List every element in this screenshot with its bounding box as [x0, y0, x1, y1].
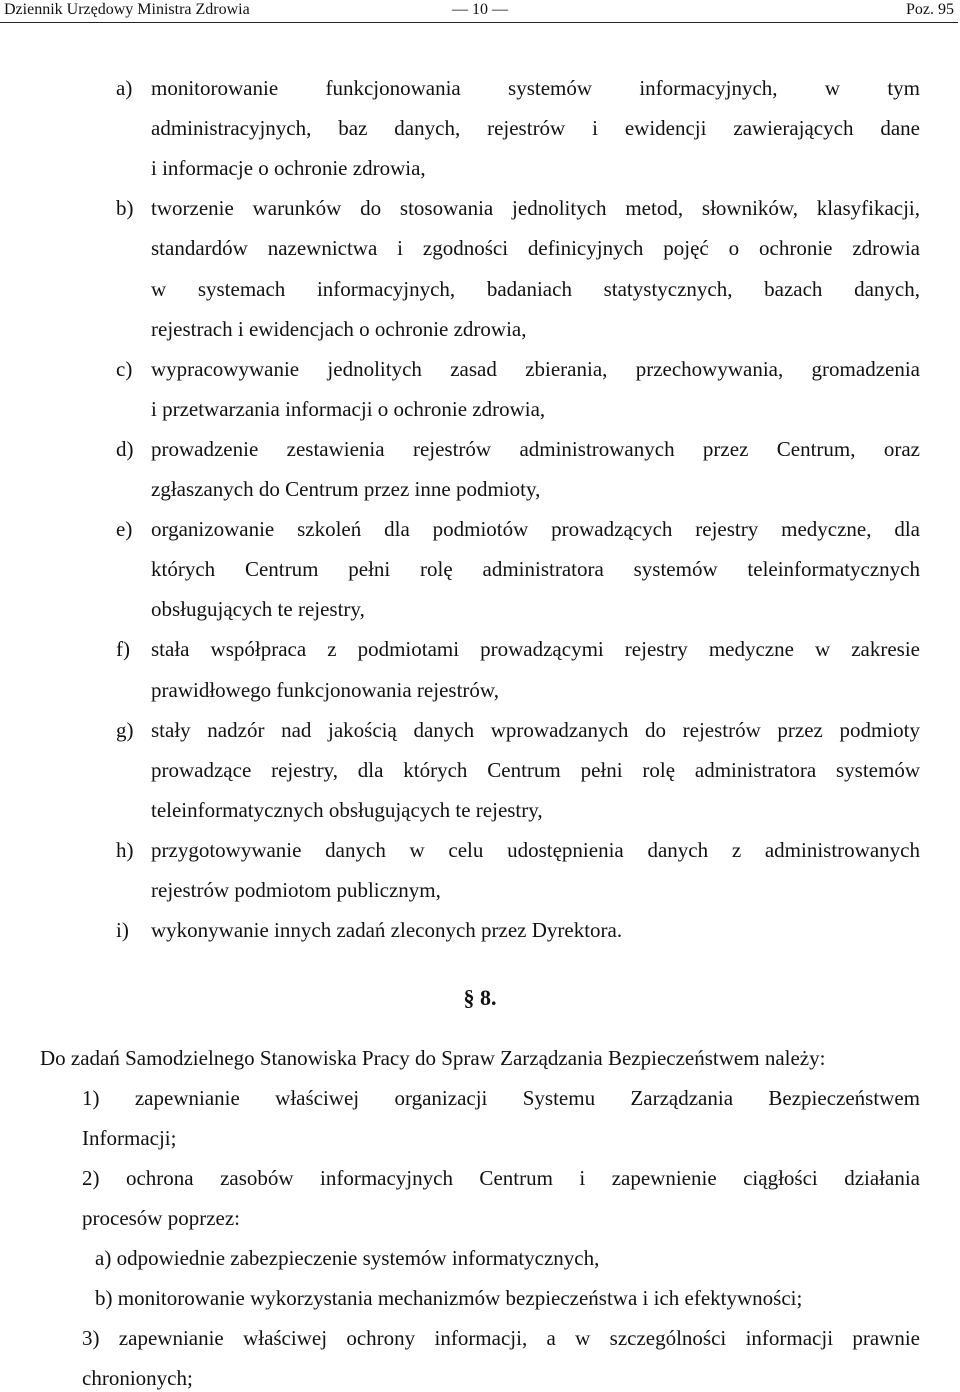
list-item-label: d) — [116, 436, 134, 461]
list-item-line: wypracowywanie jednolitych zasad zbierania, przechowywania, gromadzenia — [151, 356, 920, 381]
list-item-label: i) — [116, 918, 129, 943]
item-2-line-1: 2) ochrona zasobów informacyjnych Centrum i zapewnienie ciągłości działania — [82, 1166, 920, 1190]
list-item-line: tworzenie warunków do stosowania jednolitych metod, słowników, klasyfikacji, — [151, 196, 920, 221]
position-number: Poz. 95 — [906, 1, 954, 18]
item-2-line-2: procesów poprzez: — [82, 1206, 241, 1230]
list-item-line: rejestrów podmiotom publicznym, — [151, 878, 441, 902]
list-item-line: prowadzenie zestawienia rejestrów administrowanych przez Centrum, oraz — [151, 436, 920, 461]
list-item-label: a) — [116, 76, 133, 100]
list-item-line: teleinformatycznych obsługujących te rejestry, — [151, 797, 543, 822]
journal-title: Dziennik Urzędowy Ministra Zdrowia — [4, 1, 250, 18]
list-item-line: których Centrum pełni rolę administratora systemów teleinformatycznych — [151, 557, 920, 582]
section-heading-8: § 8. — [463, 985, 497, 1010]
section-intro: Do zadań Samodzielnego Stanowiska Pracy do Spraw Zarządzania Bezpieczeństwem należy: — [40, 1046, 826, 1070]
list-item-line: rejestrach i ewidencjach o ochronie zdrowia, — [151, 316, 527, 341]
list-item-label: f) — [116, 637, 130, 662]
list-item-line: wykonywanie innych zadań zleconych przez Dyrektora. — [151, 918, 623, 943]
list-item-line: obsługujących te rejestry, — [151, 597, 365, 622]
list-item-line: zgłaszanych do Centrum przez inne podmioty, — [151, 477, 541, 501]
list-item-label: h) — [116, 837, 134, 862]
item-2-sub-a: a) odpowiednie zabezpieczenie systemów informatycznych, — [95, 1246, 600, 1270]
list-item-line: w systemach informacyjnych, badaniach statystycznych, bazach danych, — [151, 276, 920, 301]
item-1-line-1: 1) zapewnianie właściwej organizacji Systemu Zarządzania Bezpieczeństwem — [82, 1086, 920, 1110]
page-number: — 10 — — [452, 1, 508, 18]
list-item-line: i przetwarzania informacji o ochronie zdrowia, — [151, 396, 546, 421]
list-item-line: przygotowywanie danych w celu udostępnienia danych z administrowanych — [151, 837, 920, 862]
list-item-line: stały nadzór nad jakością danych wprowadzanych do rejestrów przez podmioty — [151, 717, 920, 742]
page-header — [0, 0, 958, 23]
list-item-label: b) — [116, 196, 134, 221]
list-item-line: administracyjnych, baz danych, rejestrów i ewidencji zawierających dane — [151, 116, 920, 141]
item-2-sub-b: b) monitorowanie wykorzystania mechanizmów bezpieczeństwa i ich efektywności; — [95, 1286, 803, 1310]
list-item-line: standardów nazewnictwa i zgodności definicyjnych pojęć o ochronie zdrowia — [151, 236, 920, 261]
list-item-label: c) — [116, 356, 133, 381]
list-item-line: monitorowanie funkcjonowania systemów informacyjnych, w tym — [151, 76, 920, 100]
list-item-line: prowadzące rejestry, dla których Centrum pełni rolę administratora systemów — [151, 757, 920, 782]
list-item-line: i informacje o ochronie zdrowia, — [151, 156, 426, 181]
item-3-line-1: 3) zapewnianie właściwej ochrony informacji, a w szczególności informacji prawnie — [82, 1326, 920, 1350]
list-item-label: g) — [116, 717, 134, 742]
item-3-line-2: chronionych; — [82, 1366, 193, 1390]
list-item-line: organizowanie szkoleń dla podmiotów prowadzących rejestry medyczne, dla — [151, 517, 920, 542]
list-item-line: prawidłowego funkcjonowania rejestrów, — [151, 677, 499, 702]
item-1-line-2: Informacji; — [82, 1126, 177, 1150]
list-item-label: e) — [116, 517, 133, 542]
list-item-line: stała współpraca z podmiotami prowadzącymi rejestry medyczne w zakresie — [151, 637, 920, 662]
